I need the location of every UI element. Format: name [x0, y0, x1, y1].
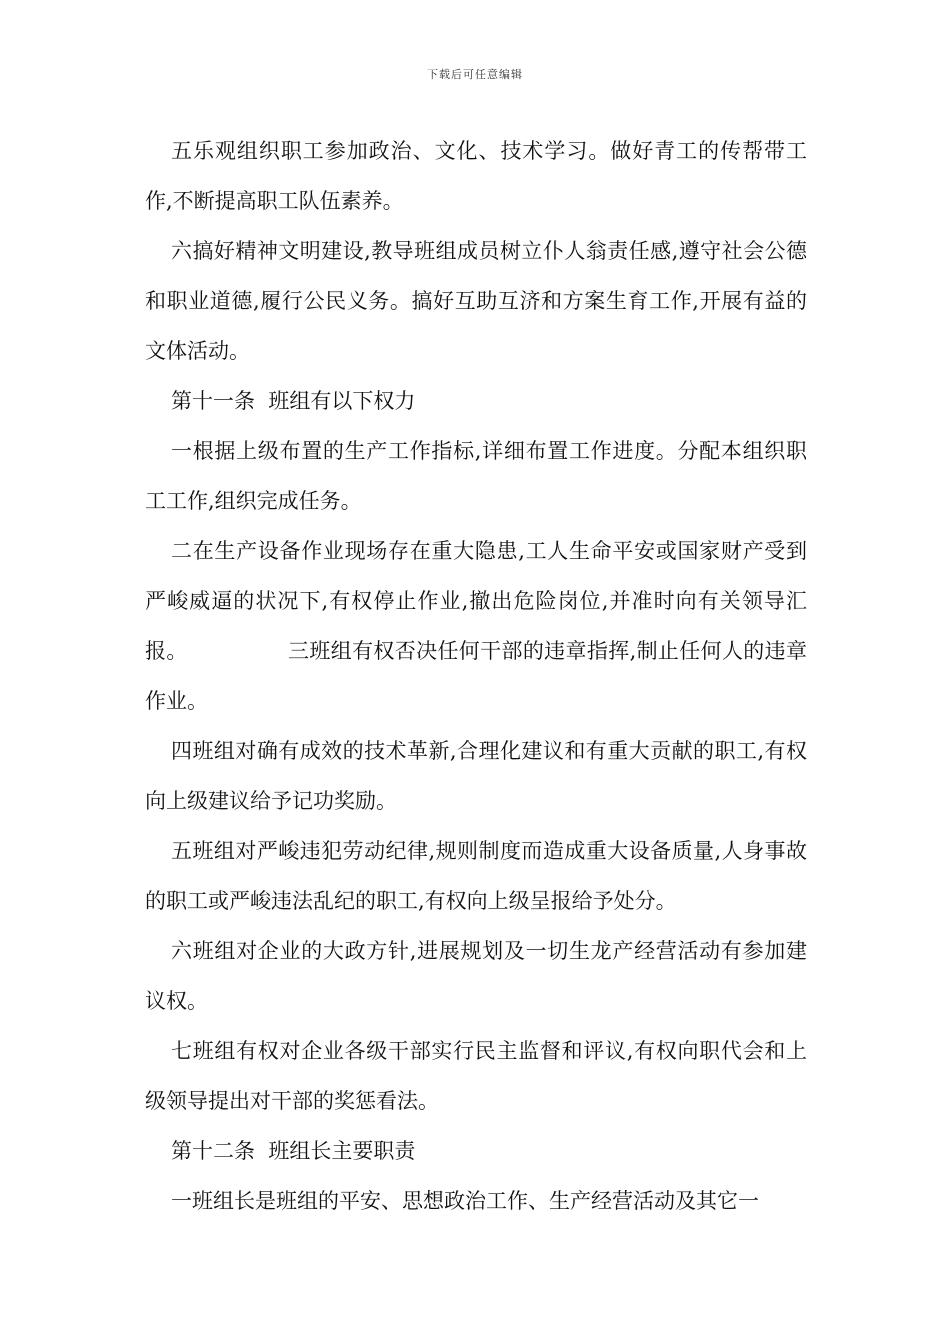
page-header: 下载后可任意编辑	[427, 68, 523, 81]
paragraph-5: 五乐观组织职工参加政治、文化、技术学习。做好青工的传帮带工作,不断提高职工队伍素养。	[145, 139, 807, 213]
right-item-6: 六班组对企业的大政方针,进展规划及一切生龙产经营活动有参加建议权。	[145, 939, 807, 1013]
article-11-heading: 第十一条 班组有以下权力	[171, 389, 416, 413]
right-item-2: 二在生产设备作业现场存在重大隐患,工人生命平安或国家财产受到严峻威逼的状况下,有权停止作业,撤出危险岗位,并准时向有关领导汇报。	[145, 539, 807, 663]
right-item-2-3	[145, 526, 807, 726]
article-12-heading: 第十二条 班组长主要职责	[171, 1139, 416, 1163]
document-body	[145, 126, 807, 1226]
right-item-5: 五班组对严峻违犯劳动纪律,规则制度而造成重大设备质量,人身事故的职工或严峻违法乱纪的职工,有权向上级呈报给予处分。	[145, 839, 807, 913]
right-item-7: 七班组有权对企业各级干部实行民主监督和评议,有权向职代会和上级领导提出对干部的奖惩看法。	[145, 1039, 807, 1113]
right-item-1: 一根据上级布置的生产工作指标,详细布置工作进度。分配本组织职工工作,组织完成任务。	[145, 439, 807, 513]
paragraph-6: 六搞好精神文明建设,教导班组成员树立仆人翁责任感,遵守社会公德和职业道德,履行公民义务。搞好互助互济和方案生育工作,开展有益的文体活动。	[145, 239, 807, 363]
right-item-3: 三班组有权否决任何干部的违章指挥,制止任何人的违章作业。	[145, 639, 807, 713]
duty-item-1: 一班组长是班组的平安、思想政治工作、生产经营活动及其它一	[171, 1189, 759, 1213]
right-item-4: 四班组对确有成效的技术革新,合理化建议和有重大贡献的职工,有权向上级建议给予记功奖励。	[145, 739, 807, 813]
